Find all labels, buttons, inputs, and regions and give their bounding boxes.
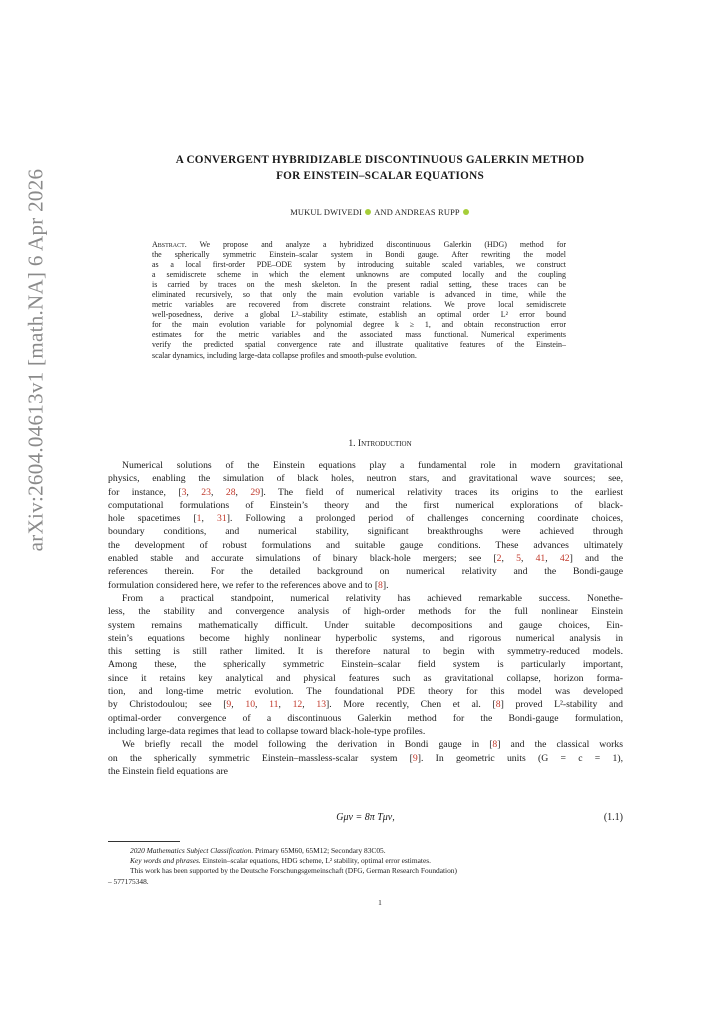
body-line: less, the stability and convergence analysis of high-order methods for the full nonlinear Einstein: [108, 606, 623, 618]
body-line: Numerical solutions of the Einstein equations play a fundamental role in modern gravitational: [122, 460, 623, 471]
citation-link[interactable]: 42: [559, 553, 570, 565]
citation-link[interactable]: 29: [250, 486, 261, 498]
author-connector: AND: [374, 208, 393, 217]
funding-footnote: This work has been supported by the Deutsche Forschungsgemeinschaft (DFG, German Research Foundation): [130, 866, 457, 876]
keywords-footnote: Key words and phrases. Einstein–scalar equations, HDG scheme, L² stability, optimal error estimates.: [130, 856, 431, 866]
body-line: physics, enabling the simulation of black holes, neutron stars, and gravitational wave sources; see,: [108, 473, 623, 485]
body-line: enabled stable and accurate simulations of binary black-hole mergers; see [2, 5, 41, 42] and the: [108, 553, 624, 565]
body-line: system remains mathematically difficult. Under suitable decompositions and gauge choices, Ein-: [108, 619, 623, 631]
footnote-rule: [108, 841, 180, 842]
body-line: since it retains key analytical and physical features such as gravitational collapse, horizon forma-: [108, 672, 623, 684]
author-1: MUKUL DWIVEDI: [290, 208, 363, 217]
title-line-2: FOR EINSTEIN–SCALAR EQUATIONS: [276, 170, 484, 182]
body-line: tion, and long-time metric evolution. The foundational PDE theory for this model was developed: [108, 686, 623, 698]
paper-title: [100, 152, 660, 184]
citation-link[interactable]: 3: [181, 486, 187, 498]
section-heading: [100, 438, 660, 449]
citation-link[interactable]: 28: [225, 486, 236, 498]
abstract-line: verify the predicted spatial convergence rate and illustrate qualitative features of the Einstein–: [152, 340, 566, 350]
body-line: optimal-order convergence of a discontinuous Galerkin method for the Bondi-gauge formulation,: [108, 712, 623, 724]
body-line: We briefly recall the model following the derivation in Bondi gauge in [8] and the classical works: [122, 739, 623, 751]
abstract-line: as a local first-order PDE–ODE system by introducing suitable scaled variables, we construct: [152, 260, 566, 270]
citation-link[interactable]: 12: [292, 699, 303, 711]
abstract-line: a semidiscrete scheme in which the element unknowns are computed locally and the coupling: [152, 270, 566, 280]
citation-link[interactable]: 8: [492, 739, 498, 751]
arxiv-identifier: arXiv:2604.04613v1 [math.NA] 6 Apr 2026: [23, 168, 48, 552]
abstract-line: metric variables are recovered from discrete constraint relations. We prove local semidiscrete: [152, 300, 566, 310]
abstract-line: scalar dynamics, including large-data collapse profiles and smooth-pulse evolution.: [152, 350, 417, 360]
body-line: stein’s equations become highly nonlinear hyperbolic systems, and rigorous numerical analysis in: [108, 632, 623, 644]
citation-link[interactable]: 9: [412, 752, 418, 764]
body-line: hole spacetimes [1, 31]. Following a prolonged period of challenges concerning coordinate choices,: [108, 513, 623, 525]
page-number: 1: [378, 898, 382, 907]
orcid-icon[interactable]: [365, 209, 371, 215]
body-line: the development of robust formulations and suitable gauge conditions. These advances ultimately: [108, 539, 623, 551]
citation-link[interactable]: 23: [201, 486, 211, 498]
abstract-line: eliminated recursively, so that only the main evolution variable is advanced in time, while the: [152, 290, 566, 300]
body-line: references therein. For the detailed background on numerical relativity and the Bondi-gauge: [108, 566, 623, 578]
section-number: 1.: [348, 438, 356, 449]
body-line: this setting is still rather limited. It is therefore natural to begin with symmetry-reduced models.: [108, 646, 623, 658]
footnotes: [108, 846, 623, 887]
citation-link[interactable]: 5: [516, 553, 521, 565]
abstract-line: the spherically symmetric Einstein–scalar system in Bondi gauge. After rewriting the model: [152, 250, 566, 260]
msc-footnote: 2020 Mathematics Subject Classification. Primary 65M60, 65M12; Secondary 83C05.: [130, 846, 386, 855]
author-list: [100, 208, 660, 217]
citation-link[interactable]: 10: [245, 699, 256, 711]
citation-link[interactable]: 11: [269, 699, 279, 711]
abstract: [152, 240, 566, 361]
abstract-line: well-posedness, derive a global L²–stability estimate, establish an optimal order L² error bound: [152, 310, 566, 320]
citation-link[interactable]: 8: [495, 699, 501, 711]
body-line: for instance, [3, 23, 28, 29]. The field of numerical relativity traces its origins to the earliest: [108, 486, 624, 498]
body-line: on the spherically symmetric Einstein–massless-scalar system [9]. In geometric units (G = c = 1),: [108, 752, 623, 764]
introduction-body: [108, 459, 623, 778]
citation-link[interactable]: 9: [226, 699, 232, 711]
body-line: Among these, the spherically symmetric Einstein–scalar field system is particularly important,: [108, 659, 623, 671]
body-line: including large-data regimes that lead to collapse toward black-hole-type profiles.: [108, 725, 426, 737]
abstract-line: estimates for the metric variables and the associated mass functional. Numerical experiments: [152, 330, 566, 340]
abstract-line: is carried by traces on the mesh skeleton. In the present radial setting, these traces can be: [152, 280, 566, 290]
body-line: the Einstein field equations are: [108, 765, 228, 777]
citation-link[interactable]: 31: [217, 513, 227, 525]
equation-body: Gμν = 8π Tμν,: [336, 812, 395, 823]
body-line: by Christodoulou; see [9, 10, 11, 12, 13]. More recently, Chen et al. [8] proved L²-stability and: [108, 699, 624, 711]
citation-link[interactable]: 2: [496, 553, 502, 565]
abstract-line: for the main evolution variable for polynomial degree k ≥ 1, and obtain reconstruction error: [152, 320, 566, 330]
title-line-1: A CONVERGENT HYBRIDIZABLE DISCONTINUOUS GALERKIN METHOD: [175, 154, 585, 166]
body-line: From a practical standpoint, numerical relativity has achieved remarkable success. Nonethe-: [122, 592, 623, 604]
section-title: Introduction: [357, 438, 412, 449]
equation-number: (1.1): [603, 812, 623, 823]
abstract-line: Abstract. We propose and analyze a hybridized discontinuous Galerkin (HDG) method for: [152, 240, 566, 249]
body-line: formulation considered here, we refer to the references above and to [8].: [108, 579, 389, 591]
citation-link[interactable]: 8: [378, 579, 383, 591]
equation-1-1: [108, 812, 623, 828]
body-line: boundary conditions, and numerical stability, significant breakthroughs were achieved through: [108, 526, 623, 538]
funding-footnote-cont: – 577175348.: [108, 876, 149, 886]
citation-link[interactable]: 13: [316, 699, 327, 711]
citation-link[interactable]: 41: [535, 553, 546, 565]
body-line: computational formulations of Einstein’s theory and the first numerical explorations of black-: [108, 499, 623, 511]
citation-link[interactable]: 1: [196, 513, 202, 525]
abstract-label: Abstract.: [152, 240, 187, 249]
orcid-icon[interactable]: [463, 209, 469, 215]
author-2: ANDREAS RUPP: [394, 208, 460, 217]
